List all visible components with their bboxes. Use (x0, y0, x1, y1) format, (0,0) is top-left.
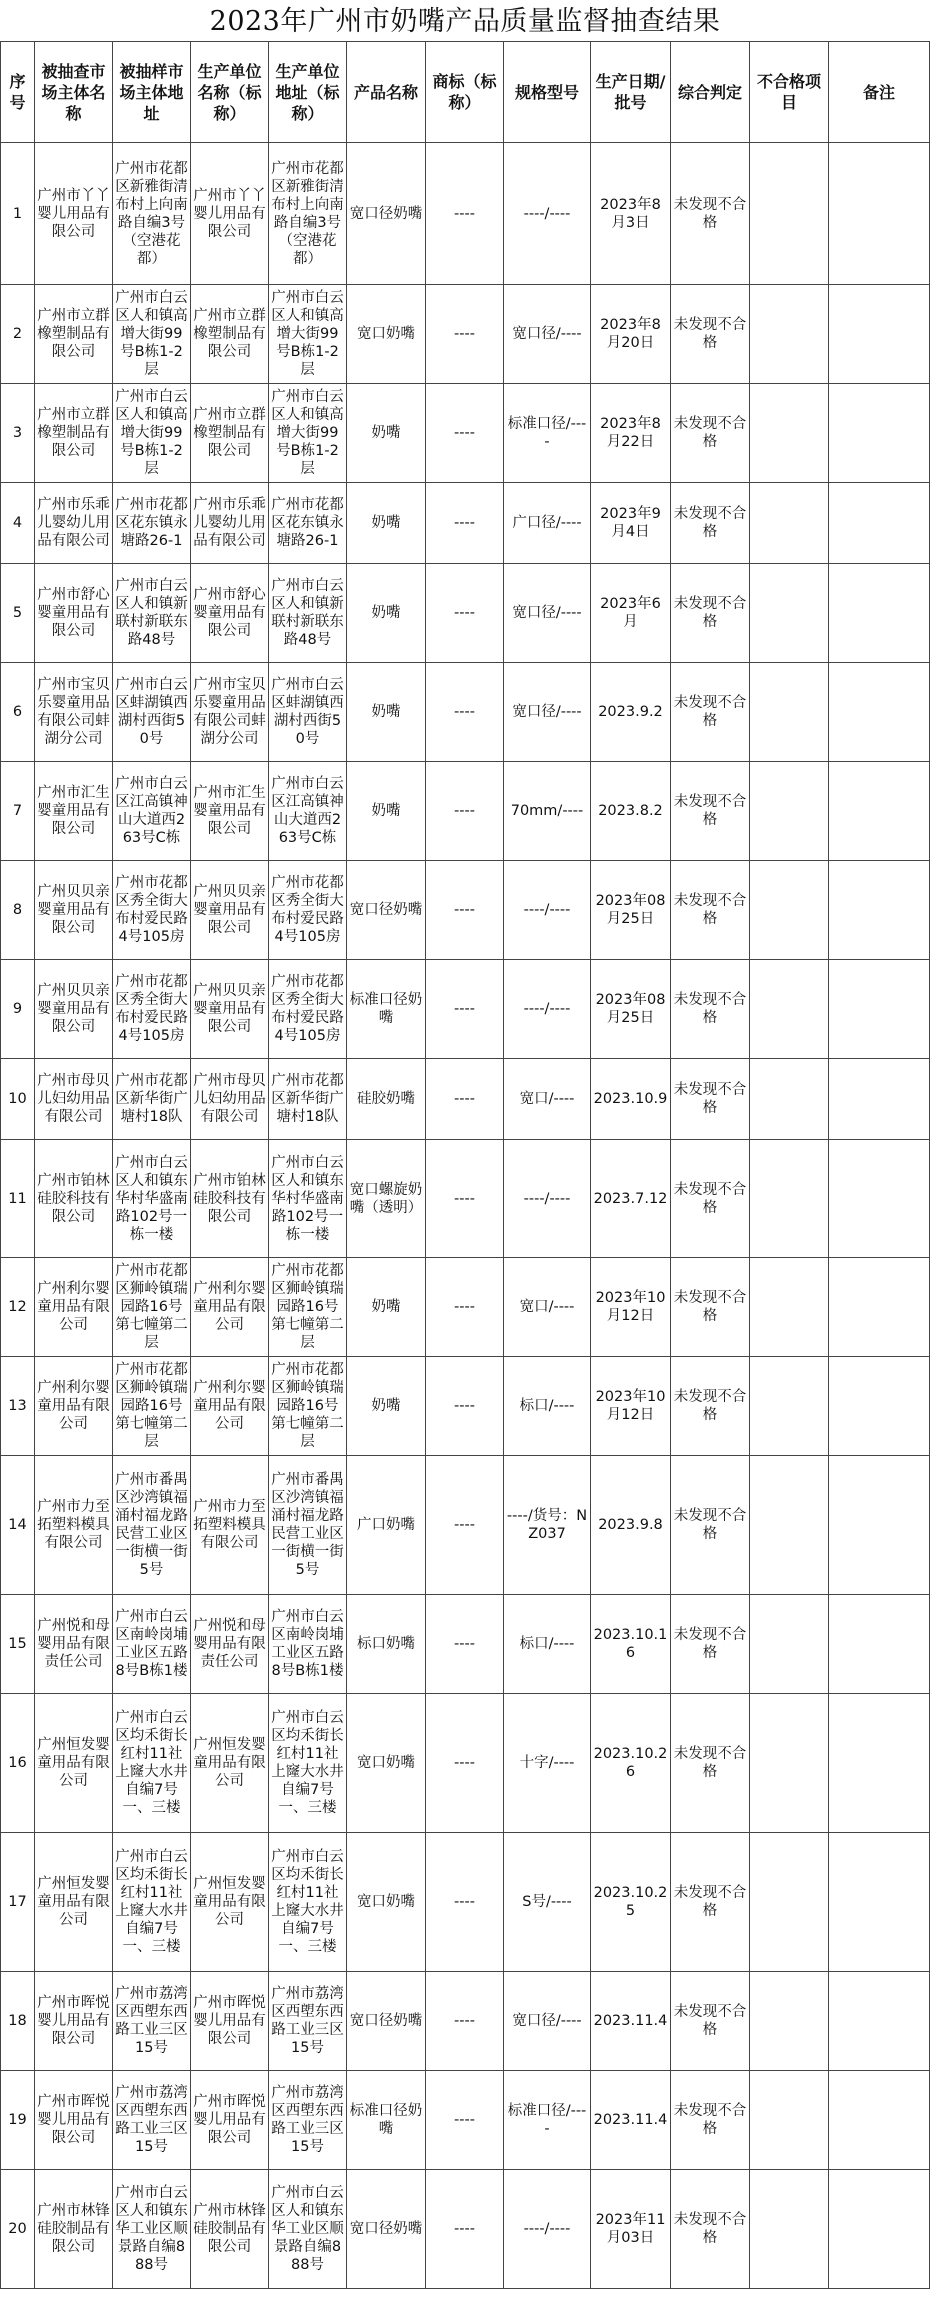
sampled-address-cell: 广州市荔湾区西塱东西路工业三区15号 (113, 2071, 191, 2170)
header-cell: 规格型号 (504, 42, 591, 143)
remarks-cell (829, 143, 930, 285)
trademark-cell: ---- (426, 564, 504, 663)
spec-model-cell: 宽口径/---- (504, 1972, 591, 2071)
manufacturer-address-cell: 广州市花都区新雅街清布村上向南路自编3号（空港花都） (269, 143, 347, 285)
product-name-cell: 广口奶嘴 (347, 1456, 426, 1595)
spec-model-cell: 标口/---- (504, 1357, 591, 1456)
header-cell: 商标（标称） (426, 42, 504, 143)
trademark-cell: ---- (426, 663, 504, 762)
verdict-cell: 未发现不合格 (671, 1258, 750, 1357)
inspected-entity-cell: 广州悦和母婴用品有限责任公司 (35, 1595, 113, 1694)
nonconforming-items-cell (750, 762, 829, 861)
product-name-cell: 奶嘴 (347, 1258, 426, 1357)
manufacturer-address-cell: 广州市番禺区沙湾镇福涌村福龙路民营工业区一街横一街5号 (269, 1456, 347, 1595)
sampled-address-cell: 广州市花都区花东镇永塘路26-1 (113, 483, 191, 564)
trademark-cell: ---- (426, 960, 504, 1059)
spec-model-cell: 宽口径/---- (504, 564, 591, 663)
manufacturer-address-cell: 广州市花都区狮岭镇瑞园路16号第七幢第二层 (269, 1258, 347, 1357)
spec-model-cell: S号/---- (504, 1833, 591, 1972)
header-cell: 被抽查市场主体名称 (35, 42, 113, 143)
production-date-cell: 2023.11.4 (591, 2071, 671, 2170)
verdict-cell: 未发现不合格 (671, 663, 750, 762)
inspected-entity-cell: 广州市母贝儿妇幼用品有限公司 (35, 1059, 113, 1140)
header-cell: 序号 (1, 42, 35, 143)
verdict-cell: 未发现不合格 (671, 1595, 750, 1694)
seq-cell: 17 (1, 1833, 35, 1972)
sampled-address-cell: 广州市白云区人和镇新联村新联东路48号 (113, 564, 191, 663)
remarks-cell (829, 384, 930, 483)
remarks-cell (829, 1357, 930, 1456)
spec-model-cell: 宽口径/---- (504, 285, 591, 384)
manufacturer-cell: 广州市宝贝乐婴童用品有限公司蚌湖分公司 (191, 663, 269, 762)
trademark-cell: ---- (426, 861, 504, 960)
manufacturer-address-cell: 广州市花都区花东镇永塘路26-1 (269, 483, 347, 564)
trademark-cell: ---- (426, 1140, 504, 1258)
manufacturer-cell: 广州市乐乖儿婴幼儿用品有限公司 (191, 483, 269, 564)
remarks-cell (829, 1456, 930, 1595)
trademark-cell: ---- (426, 143, 504, 285)
nonconforming-items-cell (750, 861, 829, 960)
production-date-cell: 2023.8.2 (591, 762, 671, 861)
sampled-address-cell: 广州市番禺区沙湾镇福涌村福龙路民营工业区一街横一街5号 (113, 1456, 191, 1595)
nonconforming-items-cell (750, 960, 829, 1059)
verdict-cell: 未发现不合格 (671, 1059, 750, 1140)
manufacturer-address-cell: 广州市白云区江高镇神山大道西263号C栋 (269, 762, 347, 861)
remarks-cell (829, 663, 930, 762)
manufacturer-address-cell: 广州市白云区均禾街长红村11社上窿大水井自编7号一、三楼 (269, 1833, 347, 1972)
sampled-address-cell: 广州市白云区蚌湖镇西湖村西街50号 (113, 663, 191, 762)
table-row (1, 1595, 930, 1694)
nonconforming-items-cell (750, 1456, 829, 1595)
manufacturer-address-cell: 广州市花都区新华街广塘村18队 (269, 1059, 347, 1140)
header-cell: 备注 (829, 42, 930, 143)
product-name-cell: 奶嘴 (347, 564, 426, 663)
verdict-cell: 未发现不合格 (671, 285, 750, 384)
sampled-address-cell: 广州市白云区江高镇神山大道西263号C栋 (113, 762, 191, 861)
manufacturer-cell: 广州市立群橡塑制品有限公司 (191, 285, 269, 384)
sampled-address-cell: 广州市花都区狮岭镇瑞园路16号第七幢第二层 (113, 1357, 191, 1456)
table-row (1, 483, 930, 564)
nonconforming-items-cell (750, 1595, 829, 1694)
nonconforming-items-cell (750, 1694, 829, 1833)
table-row (1, 861, 930, 960)
inspected-entity-cell: 广州市舒心婴童用品有限公司 (35, 564, 113, 663)
remarks-cell (829, 1059, 930, 1140)
sampled-address-cell: 广州市白云区均禾街长红村11社上窿大水井自编7号一、三楼 (113, 1694, 191, 1833)
table-row (1, 1059, 930, 1140)
production-date-cell: 2023年9月4日 (591, 483, 671, 564)
seq-cell: 6 (1, 663, 35, 762)
table-row (1, 384, 930, 483)
remarks-cell (829, 1595, 930, 1694)
seq-cell: 10 (1, 1059, 35, 1140)
nonconforming-items-cell (750, 143, 829, 285)
verdict-cell: 未发现不合格 (671, 2071, 750, 2170)
trademark-cell: ---- (426, 1694, 504, 1833)
trademark-cell: ---- (426, 1595, 504, 1694)
nonconforming-items-cell (750, 663, 829, 762)
spec-model-cell: ----/---- (504, 2170, 591, 2289)
sampled-address-cell: 广州市白云区南岭岗埔工业区五路8号B栋1楼 (113, 1595, 191, 1694)
header-cell: 被抽样市场主体地址 (113, 42, 191, 143)
remarks-cell (829, 762, 930, 861)
seq-cell: 13 (1, 1357, 35, 1456)
production-date-cell: 2023年08月25日 (591, 861, 671, 960)
spec-model-cell: 宽口/---- (504, 1258, 591, 1357)
product-name-cell: 标准口径奶嘴 (347, 2071, 426, 2170)
trademark-cell: ---- (426, 1456, 504, 1595)
manufacturer-cell: 广州市晖悦婴儿用品有限公司 (191, 1972, 269, 2071)
manufacturer-cell: 广州市铂林硅胶科技有限公司 (191, 1140, 269, 1258)
seq-cell: 18 (1, 1972, 35, 2071)
spec-model-cell: 广口径/---- (504, 483, 591, 564)
header-cell: 综合判定 (671, 42, 750, 143)
spec-model-cell: 十字/---- (504, 1694, 591, 1833)
verdict-cell: 未发现不合格 (671, 1357, 750, 1456)
remarks-cell (829, 483, 930, 564)
spec-model-cell: 标口/---- (504, 1595, 591, 1694)
seq-cell: 19 (1, 2071, 35, 2170)
production-date-cell: 2023年10月12日 (591, 1357, 671, 1456)
remarks-cell (829, 1833, 930, 1972)
sampled-address-cell: 广州市白云区人和镇东华村华盛南路102号一栋一楼 (113, 1140, 191, 1258)
inspected-entity-cell: 广州恒发婴童用品有限公司 (35, 1694, 113, 1833)
manufacturer-cell: 广州市舒心婴童用品有限公司 (191, 564, 269, 663)
nonconforming-items-cell (750, 1972, 829, 2071)
remarks-cell (829, 960, 930, 1059)
product-name-cell: 宽口径奶嘴 (347, 1972, 426, 2071)
manufacturer-address-cell: 广州市花都区秀全街大布村爱民路4号105房 (269, 960, 347, 1059)
nonconforming-items-cell (750, 285, 829, 384)
production-date-cell: 2023.10.26 (591, 1694, 671, 1833)
table-row (1, 1972, 930, 2071)
spec-model-cell: ----/---- (504, 1140, 591, 1258)
inspected-entity-cell: 广州市晖悦婴儿用品有限公司 (35, 1972, 113, 2071)
nonconforming-items-cell (750, 1258, 829, 1357)
table-row (1, 564, 930, 663)
product-name-cell: 宽口径奶嘴 (347, 2170, 426, 2289)
remarks-cell (829, 861, 930, 960)
nonconforming-items-cell (750, 564, 829, 663)
results-table (0, 41, 930, 2289)
inspected-entity-cell: 广州贝贝亲婴童用品有限公司 (35, 960, 113, 1059)
table-row (1, 1833, 930, 1972)
production-date-cell: 2023.7.12 (591, 1140, 671, 1258)
manufacturer-cell: 广州利尔婴童用品有限公司 (191, 1258, 269, 1357)
manufacturer-address-cell: 广州市白云区人和镇东华村华盛南路102号一栋一楼 (269, 1140, 347, 1258)
header-cell: 生产日期/批号 (591, 42, 671, 143)
seq-cell: 11 (1, 1140, 35, 1258)
product-name-cell: 奶嘴 (347, 483, 426, 564)
trademark-cell: ---- (426, 762, 504, 861)
production-date-cell: 2023年10月12日 (591, 1258, 671, 1357)
remarks-cell (829, 564, 930, 663)
manufacturer-cell: 广州恒发婴童用品有限公司 (191, 1694, 269, 1833)
manufacturer-cell: 广州贝贝亲婴童用品有限公司 (191, 960, 269, 1059)
table-row (1, 960, 930, 1059)
product-name-cell: 宽口径奶嘴 (347, 861, 426, 960)
sampled-address-cell: 广州市花都区狮岭镇瑞园路16号第七幢第二层 (113, 1258, 191, 1357)
spec-model-cell: 标准口径/---- (504, 2071, 591, 2170)
trademark-cell: ---- (426, 384, 504, 483)
remarks-cell (829, 2071, 930, 2170)
manufacturer-address-cell: 广州市花都区秀全街大布村爱民路4号105房 (269, 861, 347, 960)
verdict-cell: 未发现不合格 (671, 564, 750, 663)
table-header-row (1, 42, 930, 143)
trademark-cell: ---- (426, 2071, 504, 2170)
verdict-cell: 未发现不合格 (671, 1833, 750, 1972)
seq-cell: 14 (1, 1456, 35, 1595)
remarks-cell (829, 1258, 930, 1357)
nonconforming-items-cell (750, 1357, 829, 1456)
manufacturer-cell: 广州市母贝儿妇幼用品有限公司 (191, 1059, 269, 1140)
manufacturer-address-cell: 广州市白云区均禾街长红村11社上窿大水井自编7号一、三楼 (269, 1694, 347, 1833)
manufacturer-address-cell: 广州市白云区人和镇高增大街99号B栋1-2层 (269, 384, 347, 483)
seq-cell: 5 (1, 564, 35, 663)
table-row (1, 1140, 930, 1258)
verdict-cell: 未发现不合格 (671, 1972, 750, 2071)
header-cell: 生产单位名称（标称） (191, 42, 269, 143)
seq-cell: 1 (1, 143, 35, 285)
table-row (1, 2071, 930, 2170)
verdict-cell: 未发现不合格 (671, 762, 750, 861)
verdict-cell: 未发现不合格 (671, 143, 750, 285)
nonconforming-items-cell (750, 1833, 829, 1972)
sampled-address-cell: 广州市花都区秀全街大布村爱民路4号105房 (113, 960, 191, 1059)
inspected-entity-cell: 广州市铂林硅胶科技有限公司 (35, 1140, 113, 1258)
inspected-entity-cell: 广州利尔婴童用品有限公司 (35, 1357, 113, 1456)
product-name-cell: 宽口奶嘴 (347, 285, 426, 384)
remarks-cell (829, 2170, 930, 2289)
verdict-cell: 未发现不合格 (671, 960, 750, 1059)
manufacturer-address-cell: 广州市白云区人和镇新联村新联东路48号 (269, 564, 347, 663)
remarks-cell (829, 1140, 930, 1258)
product-name-cell: 奶嘴 (347, 663, 426, 762)
table-row (1, 1357, 930, 1456)
production-date-cell: 2023年8月20日 (591, 285, 671, 384)
product-name-cell: 标准口径奶嘴 (347, 960, 426, 1059)
production-date-cell: 2023.10.25 (591, 1833, 671, 1972)
table-row (1, 285, 930, 384)
seq-cell: 12 (1, 1258, 35, 1357)
manufacturer-address-cell: 广州市白云区蚌湖镇西湖村西街50号 (269, 663, 347, 762)
verdict-cell: 未发现不合格 (671, 1456, 750, 1595)
verdict-cell: 未发现不合格 (671, 384, 750, 483)
nonconforming-items-cell (750, 384, 829, 483)
production-date-cell: 2023年11月03日 (591, 2170, 671, 2289)
inspected-entity-cell: 广州市乐乖儿婴幼儿用品有限公司 (35, 483, 113, 564)
production-date-cell: 2023.10.16 (591, 1595, 671, 1694)
seq-cell: 3 (1, 384, 35, 483)
header-cell: 生产单位地址（标称） (269, 42, 347, 143)
manufacturer-cell: 广州市晖悦婴儿用品有限公司 (191, 2071, 269, 2170)
inspected-entity-cell: 广州市林锋硅胶制品有限公司 (35, 2170, 113, 2289)
inspected-entity-cell: 广州市立群橡塑制品有限公司 (35, 285, 113, 384)
trademark-cell: ---- (426, 1059, 504, 1140)
production-date-cell: 2023年8月3日 (591, 143, 671, 285)
production-date-cell: 2023年6月 (591, 564, 671, 663)
spec-model-cell: ----/---- (504, 861, 591, 960)
table-row (1, 143, 930, 285)
seq-cell: 2 (1, 285, 35, 384)
manufacturer-cell: 广州恒发婴童用品有限公司 (191, 1833, 269, 1972)
production-date-cell: 2023年8月22日 (591, 384, 671, 483)
verdict-cell: 未发现不合格 (671, 861, 750, 960)
inspected-entity-cell: 广州恒发婴童用品有限公司 (35, 1833, 113, 1972)
product-name-cell: 宽口奶嘴 (347, 1833, 426, 1972)
nonconforming-items-cell (750, 483, 829, 564)
manufacturer-cell: 广州市林锋硅胶制品有限公司 (191, 2170, 269, 2289)
seq-cell: 7 (1, 762, 35, 861)
inspected-entity-cell: 广州贝贝亲婴童用品有限公司 (35, 861, 113, 960)
trademark-cell: ---- (426, 483, 504, 564)
product-name-cell: 奶嘴 (347, 1357, 426, 1456)
product-name-cell: 奶嘴 (347, 762, 426, 861)
product-name-cell: 硅胶奶嘴 (347, 1059, 426, 1140)
manufacturer-address-cell: 广州市荔湾区西塱东西路工业三区15号 (269, 2071, 347, 2170)
header-cell: 不合格项目 (750, 42, 829, 143)
production-date-cell: 2023年08月25日 (591, 960, 671, 1059)
inspected-entity-cell: 广州市汇生婴童用品有限公司 (35, 762, 113, 861)
trademark-cell: ---- (426, 1833, 504, 1972)
spec-model-cell: ----/货号：NZ037 (504, 1456, 591, 1595)
spec-model-cell: 宽口径/---- (504, 663, 591, 762)
sampled-address-cell: 广州市白云区均禾街长红村11社上窿大水井自编7号一、三楼 (113, 1833, 191, 1972)
remarks-cell (829, 285, 930, 384)
nonconforming-items-cell (750, 1140, 829, 1258)
trademark-cell: ---- (426, 1258, 504, 1357)
spec-model-cell: 宽口/---- (504, 1059, 591, 1140)
product-name-cell: 宽口径奶嘴 (347, 143, 426, 285)
sampled-address-cell: 广州市白云区人和镇高增大街99号B栋1-2层 (113, 285, 191, 384)
manufacturer-cell: 广州贝贝亲婴童用品有限公司 (191, 861, 269, 960)
inspected-entity-cell: 广州利尔婴童用品有限公司 (35, 1258, 113, 1357)
production-date-cell: 2023.9.8 (591, 1456, 671, 1595)
inspected-entity-cell: 广州市宝贝乐婴童用品有限公司蚌湖分公司 (35, 663, 113, 762)
trademark-cell: ---- (426, 1357, 504, 1456)
manufacturer-cell: 广州市丫丫婴儿用品有限公司 (191, 143, 269, 285)
sampled-address-cell: 广州市荔湾区西塱东西路工业三区15号 (113, 1972, 191, 2071)
sampled-address-cell: 广州市花都区秀全街大布村爱民路4号105房 (113, 861, 191, 960)
table-row (1, 1456, 930, 1595)
verdict-cell: 未发现不合格 (671, 2170, 750, 2289)
nonconforming-items-cell (750, 1059, 829, 1140)
trademark-cell: ---- (426, 1972, 504, 2071)
manufacturer-address-cell: 广州市白云区人和镇东华工业区顺景路自编888号 (269, 2170, 347, 2289)
spec-model-cell: 标准口径/---- (504, 384, 591, 483)
manufacturer-cell: 广州市汇生婴童用品有限公司 (191, 762, 269, 861)
manufacturer-address-cell: 广州市白云区人和镇高增大街99号B栋1-2层 (269, 285, 347, 384)
sampled-address-cell: 广州市花都区新雅街清布村上向南路自编3号（空港花都） (113, 143, 191, 285)
product-name-cell: 奶嘴 (347, 384, 426, 483)
sampled-address-cell: 广州市白云区人和镇高增大街99号B栋1-2层 (113, 384, 191, 483)
nonconforming-items-cell (750, 2071, 829, 2170)
sampled-address-cell: 广州市白云区人和镇东华工业区顺景路自编888号 (113, 2170, 191, 2289)
verdict-cell: 未发现不合格 (671, 1694, 750, 1833)
nonconforming-items-cell (750, 2170, 829, 2289)
trademark-cell: ---- (426, 2170, 504, 2289)
table-row (1, 762, 930, 861)
table-row (1, 2170, 930, 2289)
seq-cell: 9 (1, 960, 35, 1059)
production-date-cell: 2023.9.2 (591, 663, 671, 762)
sampled-address-cell: 广州市花都区新华街广塘村18队 (113, 1059, 191, 1140)
product-name-cell: 标口奶嘴 (347, 1595, 426, 1694)
inspected-entity-cell: 广州市力至拓塑料模具有限公司 (35, 1456, 113, 1595)
production-date-cell: 2023.11.4 (591, 1972, 671, 2071)
manufacturer-cell: 广州悦和母婴用品有限责任公司 (191, 1595, 269, 1694)
manufacturer-cell: 广州利尔婴童用品有限公司 (191, 1357, 269, 1456)
manufacturer-address-cell: 广州市白云区南岭岗埔工业区五路8号B栋1楼 (269, 1595, 347, 1694)
production-date-cell: 2023.10.9 (591, 1059, 671, 1140)
manufacturer-address-cell: 广州市荔湾区西塱东西路工业三区15号 (269, 1972, 347, 2071)
table-row (1, 1694, 930, 1833)
seq-cell: 16 (1, 1694, 35, 1833)
spec-model-cell: ----/---- (504, 960, 591, 1059)
seq-cell: 4 (1, 483, 35, 564)
seq-cell: 20 (1, 2170, 35, 2289)
document-title: 2023年广州市奶嘴产品质量监督抽查结果 (209, 6, 721, 37)
product-name-cell: 宽口奶嘴 (347, 1694, 426, 1833)
manufacturer-cell: 广州市力至拓塑料模具有限公司 (191, 1456, 269, 1595)
spec-model-cell: ----/---- (504, 143, 591, 285)
spec-model-cell: 70mm/---- (504, 762, 591, 861)
seq-cell: 8 (1, 861, 35, 960)
inspected-entity-cell: 广州市立群橡塑制品有限公司 (35, 384, 113, 483)
header-cell: 产品名称 (347, 42, 426, 143)
inspected-entity-cell: 广州市丫丫婴儿用品有限公司 (35, 143, 113, 285)
manufacturer-address-cell: 广州市花都区狮岭镇瑞园路16号第七幢第二层 (269, 1357, 347, 1456)
table-row (1, 663, 930, 762)
verdict-cell: 未发现不合格 (671, 1140, 750, 1258)
manufacturer-cell: 广州市立群橡塑制品有限公司 (191, 384, 269, 483)
remarks-cell (829, 1972, 930, 2071)
remarks-cell (829, 1694, 930, 1833)
inspected-entity-cell: 广州市晖悦婴儿用品有限公司 (35, 2071, 113, 2170)
verdict-cell: 未发现不合格 (671, 483, 750, 564)
trademark-cell: ---- (426, 285, 504, 384)
seq-cell: 15 (1, 1595, 35, 1694)
product-name-cell: 宽口螺旋奶嘴（透明） (347, 1140, 426, 1258)
table-row (1, 1258, 930, 1357)
